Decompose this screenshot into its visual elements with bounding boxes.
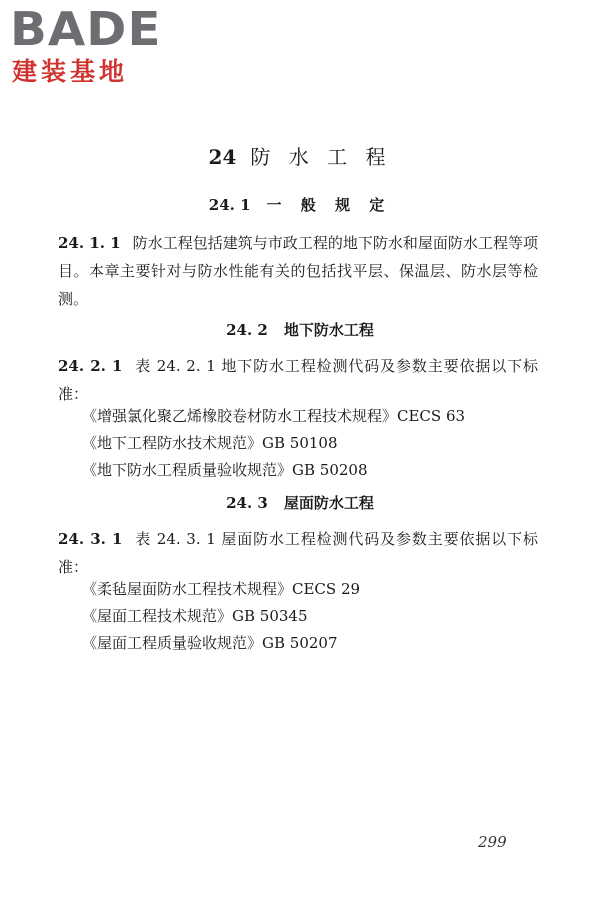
section-heading-24-1 bbox=[0, 194, 600, 215]
reference-item: 《柔毡屋面防水工程技术规程》CECS 29 bbox=[82, 580, 361, 598]
section-title: 一 般 规 定 bbox=[266, 196, 392, 214]
page-number: 299 bbox=[478, 833, 507, 851]
chapter-title-text: 防 水 工 程 bbox=[250, 145, 392, 169]
section-title: 地下防水工程 bbox=[283, 321, 374, 339]
reference-item: 《屋面工程质量验收规范》GB 50207 bbox=[82, 634, 338, 652]
section-heading-24-3 bbox=[0, 492, 600, 513]
clause-number: 24. 1. 1 bbox=[58, 234, 121, 252]
clause-24-3-1 bbox=[58, 525, 538, 581]
reference-item: 《地下工程防水技术规范》GB 50108 bbox=[82, 434, 338, 452]
clause-text: 表 24. 2. 1 地下防水工程检测代码及参数主要依据以下标准： bbox=[58, 357, 538, 403]
bade-logo bbox=[10, 4, 180, 88]
clause-24-2-1 bbox=[58, 352, 538, 408]
chapter-number: 24 bbox=[208, 145, 237, 169]
reference-item: 《增强氯化聚乙烯橡胶卷材防水工程技术规程》CECS 63 bbox=[82, 407, 466, 425]
clause-24-1-1 bbox=[58, 229, 538, 313]
chapter-title bbox=[0, 141, 600, 170]
clause-number: 24. 2. 1 bbox=[58, 357, 123, 375]
logo-wordmark: BADE bbox=[10, 2, 162, 56]
clause-number: 24. 3. 1 bbox=[58, 530, 123, 548]
section-heading-24-2 bbox=[0, 319, 600, 340]
reference-list-24-2 bbox=[82, 403, 542, 484]
reference-item: 《地下防水工程质量验收规范》GB 50208 bbox=[82, 461, 368, 479]
clause-text: 表 24. 3. 1 屋面防水工程检测代码及参数主要依据以下标准： bbox=[58, 530, 538, 576]
clause-text: 防水工程包括建筑与市政工程的地下防水和屋面防水工程等项目。本章主要针对与防水性能有关的包括找平层、保温层、防水层等检测。 bbox=[58, 234, 538, 308]
section-number: 24. 3 bbox=[226, 494, 268, 512]
section-title: 屋面防水工程 bbox=[283, 494, 374, 512]
reference-item: 《屋面工程技术规范》GB 50345 bbox=[82, 607, 308, 625]
section-number: 24. 1 bbox=[208, 196, 251, 214]
logo-subtitle: 建装基地 bbox=[12, 57, 129, 86]
section-number: 24. 2 bbox=[226, 321, 268, 339]
reference-list-24-3 bbox=[82, 576, 542, 657]
